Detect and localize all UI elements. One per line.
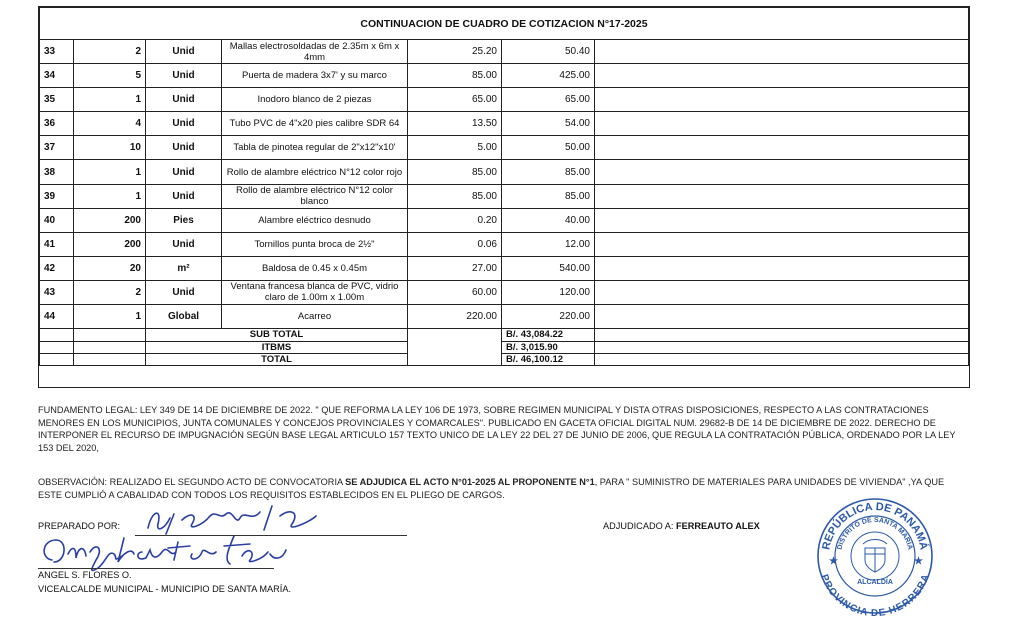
item-number-cell: 33 bbox=[40, 40, 74, 64]
table-row bbox=[40, 305, 969, 329]
unit-cell: Unid bbox=[146, 64, 222, 88]
table-row bbox=[40, 184, 969, 208]
coat-of-arms-icon bbox=[863, 540, 887, 573]
table-row bbox=[40, 208, 969, 232]
item-number-cell: 35 bbox=[40, 88, 74, 112]
blank-cell bbox=[40, 329, 74, 341]
total-value: B/. 46,100.12 bbox=[502, 353, 595, 365]
stamp-inner-text: DISTRITO DE SANTA MARÍA bbox=[836, 516, 914, 551]
blank-cell bbox=[595, 305, 969, 329]
line-total-cell: 120.00 bbox=[502, 280, 595, 304]
awarded-to bbox=[603, 521, 760, 531]
description-cell: Acarreo bbox=[222, 305, 408, 329]
blank-cell bbox=[595, 329, 969, 341]
item-number-cell: 41 bbox=[40, 232, 74, 256]
blank-cell bbox=[74, 353, 146, 365]
blank-cell bbox=[595, 341, 969, 353]
observation-prefix: OBSERVACIÓN: REALIZADO EL SEGUNDO ACTO DE CONVOCATORIA bbox=[38, 477, 346, 487]
quotation-table-frame bbox=[38, 6, 970, 388]
quantity-cell: 20 bbox=[74, 256, 146, 280]
line-total-cell: 40.00 bbox=[502, 208, 595, 232]
table-row bbox=[40, 136, 969, 160]
description-cell: Mallas electrosoldadas de 2.35m x 6m x 4mm bbox=[222, 40, 408, 64]
unit-cell: Pies bbox=[146, 208, 222, 232]
itbms-value: B/. 3,015.90 bbox=[502, 341, 595, 353]
subtotal-row bbox=[40, 329, 969, 341]
blank-cell bbox=[595, 136, 969, 160]
item-number-cell: 38 bbox=[40, 160, 74, 184]
item-number-cell: 42 bbox=[40, 256, 74, 280]
blank-cell bbox=[74, 329, 146, 341]
quantity-cell: 1 bbox=[74, 88, 146, 112]
handwritten-signature bbox=[38, 530, 298, 572]
blank-cell bbox=[40, 341, 74, 353]
blank-cell bbox=[595, 280, 969, 304]
subtotal-label: SUB TOTAL bbox=[146, 329, 408, 341]
blank-cell bbox=[595, 88, 969, 112]
blank-cell bbox=[595, 160, 969, 184]
quotation-table bbox=[39, 7, 969, 366]
item-number-cell: 36 bbox=[40, 112, 74, 136]
unit-price-cell: 5.00 bbox=[408, 136, 502, 160]
observation-suffix: , PARA " SUMINISTRO DE MATERIALES PARA UNIDADES DE VIVIENDA" ,YA QUE ESTE CUMPLIÓ A CABALIDAD CON TODOS LOS REQUISITOS ESTABLECIDOS EN EL PLIEGO DE CARGOS. bbox=[38, 477, 945, 500]
blank-cell bbox=[595, 232, 969, 256]
table-row bbox=[40, 280, 969, 304]
table-title-row bbox=[40, 8, 969, 40]
unit-price-cell: 0.06 bbox=[408, 232, 502, 256]
item-number-cell: 37 bbox=[40, 136, 74, 160]
description-cell: Rollo de alambre eléctrico N°12 color blanco bbox=[222, 184, 408, 208]
unit-price-cell: 220.00 bbox=[408, 305, 502, 329]
unit-cell: Unid bbox=[146, 232, 222, 256]
legal-basis-text: FUNDAMENTO LEGAL: LEY 349 DE 14 DE DICIEMBRE DE 2022. " QUE REFORMA LA LEY 106 DE 1973, SOBRE REGIMEN MUNICIPAL Y DISTA OTRAS DISPOSICIONES, RESPECTO A LAS CONTRATACIONES MENORES EN LOS MUNICIPIOS, JUNTA COMUNALES Y CONCEJOS PROVINCIALES Y COMARCALES". PUBLICADO EN GACETA OFICIAL DIGITAL NUM. 29682-B DE 14 DE DICIEMBRE DE 2022. DERECHO DE INTERPONER EL RECURSO DE IMPUGNACIÓN SEGÚN BASE LEGAL ARTICULO 157 TEXTO UNICO DE LA LEY 22 DEL 27 DE JUNIO DE 2006, QUE REGULA LA CONTRATACIÓN PÚBLICA, ORDENADO POR LA LEY 153 DEL 2020, bbox=[38, 405, 956, 453]
table-row bbox=[40, 88, 969, 112]
awarded-name: FERREAUTO ALEX bbox=[676, 521, 760, 531]
unit-price-cell: 65.00 bbox=[408, 88, 502, 112]
table-title: CONTINUACION DE CUADRO DE COTIZACION N°17-2025 bbox=[40, 8, 969, 40]
description-cell: Ventana francesa blanca de PVC, vidrio claro de 1.00m x 1.00m bbox=[222, 280, 408, 304]
unit-price-cell: 60.00 bbox=[408, 280, 502, 304]
table-row bbox=[40, 112, 969, 136]
unit-cell: Global bbox=[146, 305, 222, 329]
blank-cell bbox=[74, 341, 146, 353]
line-total-cell: 54.00 bbox=[502, 112, 595, 136]
description-cell: Puerta de madera 3x7' y su marco bbox=[222, 64, 408, 88]
quantity-cell: 10 bbox=[74, 136, 146, 160]
line-total-cell: 540.00 bbox=[502, 256, 595, 280]
unit-cell: Unid bbox=[146, 112, 222, 136]
prepared-by-label: PREPARADO POR: bbox=[38, 521, 121, 531]
table-row bbox=[40, 232, 969, 256]
total-label: TOTAL bbox=[146, 353, 408, 365]
table-row bbox=[40, 40, 969, 64]
description-cell: Baldosa de 0.45 x 0.45m bbox=[222, 256, 408, 280]
signer-name: ANGEL S. FLORES O. bbox=[38, 570, 132, 580]
description-cell: Tornillos punta broca de 2½" bbox=[222, 232, 408, 256]
blank-cell bbox=[595, 112, 969, 136]
unit-price-cell: 0.20 bbox=[408, 208, 502, 232]
unit-price-cell: 13.50 bbox=[408, 112, 502, 136]
blank-cell bbox=[40, 353, 74, 365]
unit-cell: Unid bbox=[146, 136, 222, 160]
item-number-cell: 39 bbox=[40, 184, 74, 208]
unit-cell: Unid bbox=[146, 40, 222, 64]
quantity-cell: 4 bbox=[74, 112, 146, 136]
subtotal-value: B/. 43,084.22 bbox=[502, 329, 595, 341]
municipal-seal-stamp bbox=[815, 494, 935, 616]
quantity-cell: 5 bbox=[74, 64, 146, 88]
stamp-star-right: ★ bbox=[914, 556, 923, 567]
signature-line-2 bbox=[38, 568, 274, 569]
signer-role: VICEALCALDE MUNICIPAL - MUNICIPIO DE SANTA MARÍA. bbox=[38, 584, 292, 594]
unit-cell: Unid bbox=[146, 280, 222, 304]
itbms-row bbox=[40, 341, 969, 353]
table-row bbox=[40, 256, 969, 280]
line-total-cell: 50.40 bbox=[502, 40, 595, 64]
quantity-cell: 1 bbox=[74, 184, 146, 208]
blank-cell bbox=[595, 184, 969, 208]
line-total-cell: 85.00 bbox=[502, 184, 595, 208]
line-total-cell: 12.00 bbox=[502, 232, 595, 256]
awarded-label: ADJUDICADO A: bbox=[603, 521, 677, 531]
line-total-cell: 85.00 bbox=[502, 160, 595, 184]
unit-price-cell: 27.00 bbox=[408, 256, 502, 280]
line-total-cell: 50.00 bbox=[502, 136, 595, 160]
line-total-cell: 65.00 bbox=[502, 88, 595, 112]
blank-cell bbox=[595, 353, 969, 365]
itbms-label: ITBMS bbox=[146, 341, 408, 353]
item-number-cell: 43 bbox=[40, 280, 74, 304]
unit-price-cell: 85.00 bbox=[408, 160, 502, 184]
blank-cell bbox=[595, 208, 969, 232]
description-cell: Inodoro blanco de 2 piezas bbox=[222, 88, 408, 112]
description-cell: Tabla de pinotea regular de 2"x12"x10' bbox=[222, 136, 408, 160]
blank-cell bbox=[408, 329, 502, 366]
table-row bbox=[40, 160, 969, 184]
unit-cell: m² bbox=[146, 256, 222, 280]
total-row bbox=[40, 353, 969, 365]
unit-cell: Unid bbox=[146, 88, 222, 112]
description-cell: Tubo PVC de 4"x20 pies calibre SDR 64 bbox=[222, 112, 408, 136]
stamp-top-text: REPÚBLICA DE PANAMÁ bbox=[820, 500, 930, 551]
table-row bbox=[40, 64, 969, 88]
quantity-cell: 200 bbox=[74, 232, 146, 256]
stamp-star-left: ★ bbox=[829, 556, 838, 567]
blank-cell bbox=[595, 64, 969, 88]
blank-cell bbox=[595, 256, 969, 280]
item-number-cell: 34 bbox=[40, 64, 74, 88]
line-total-cell: 220.00 bbox=[502, 305, 595, 329]
unit-price-cell: 85.00 bbox=[408, 64, 502, 88]
description-cell: Rollo de alambre eléctrico N°12 color rojo bbox=[222, 160, 408, 184]
stamp-center-text: ALCALDÍA bbox=[857, 579, 893, 586]
unit-price-cell: 25.20 bbox=[408, 40, 502, 64]
stamp-bottom-text: PROVINCIA DE HERRERA bbox=[818, 573, 932, 616]
unit-cell: Unid bbox=[146, 160, 222, 184]
unit-cell: Unid bbox=[146, 184, 222, 208]
quantity-cell: 1 bbox=[74, 160, 146, 184]
observation-bold: SE ADJUDICA EL ACTO N°01-2025 AL PROPONENTE N°1 bbox=[345, 477, 595, 487]
quantity-cell: 1 bbox=[74, 305, 146, 329]
item-number-cell: 44 bbox=[40, 305, 74, 329]
quantity-cell: 2 bbox=[74, 40, 146, 64]
line-total-cell: 425.00 bbox=[502, 64, 595, 88]
quantity-cell: 200 bbox=[74, 208, 146, 232]
unit-price-cell: 85.00 bbox=[408, 184, 502, 208]
description-cell: Alambre eléctrico desnudo bbox=[222, 208, 408, 232]
blank-cell bbox=[595, 40, 969, 64]
item-number-cell: 40 bbox=[40, 208, 74, 232]
quantity-cell: 2 bbox=[74, 280, 146, 304]
